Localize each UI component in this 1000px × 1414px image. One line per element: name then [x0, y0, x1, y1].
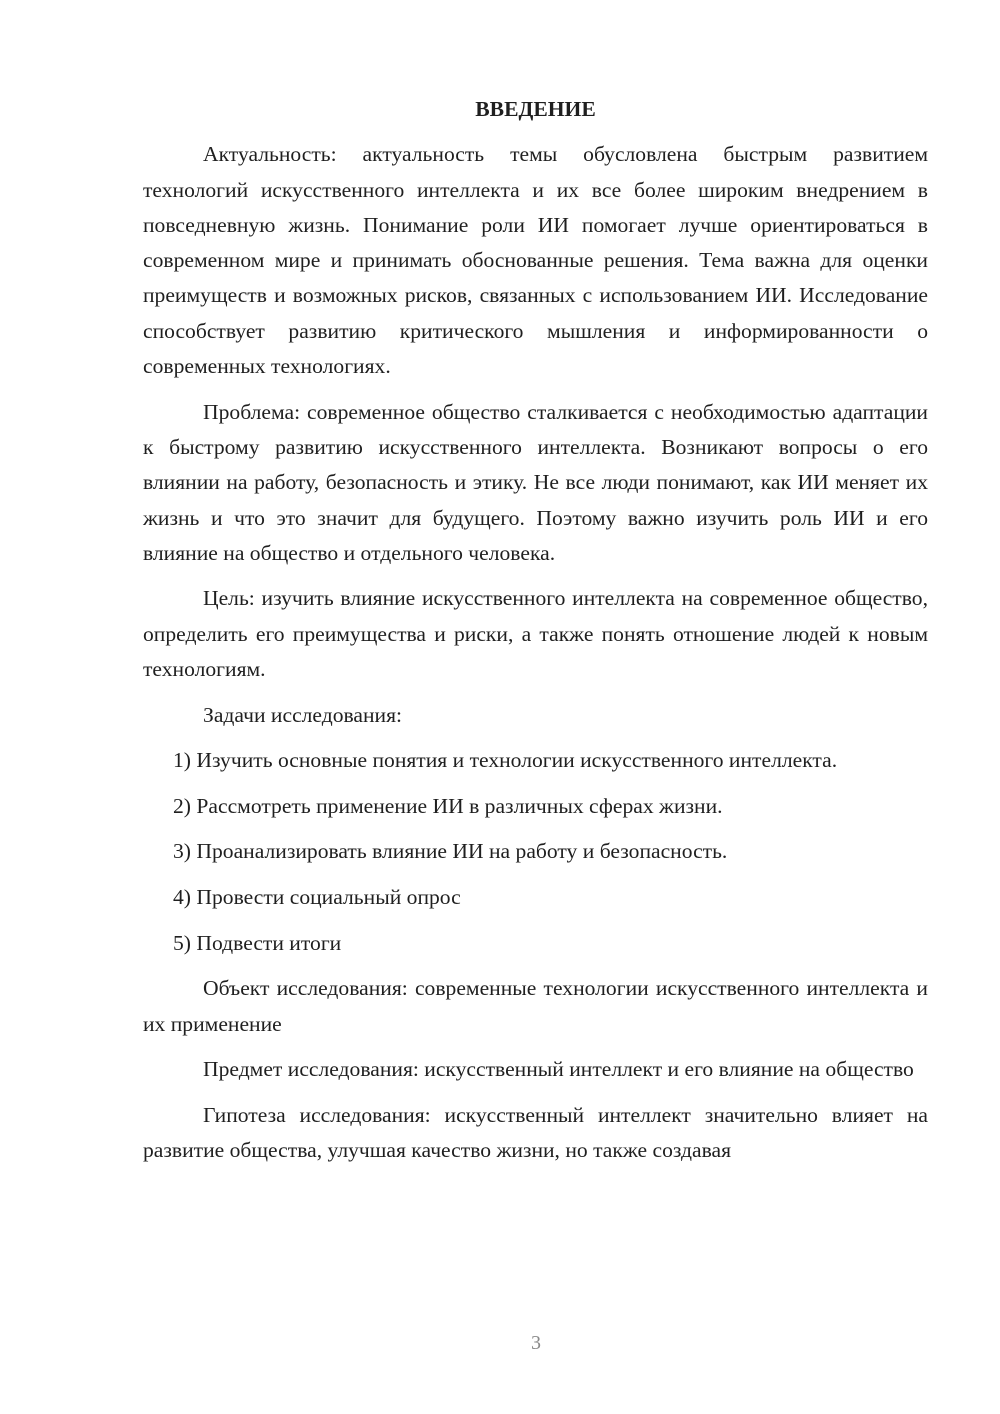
task-item: 5) Подвести итоги	[173, 930, 342, 955]
tasks-list	[143, 743, 928, 961]
object-paragraph: Объект исследования: современные технологии искусственного интеллекта и их применение	[143, 976, 928, 1036]
subject-paragraph: Предмет исследования: искусственный интеллект и его влияние на общество	[203, 1057, 914, 1082]
page-number: 3	[531, 1332, 541, 1354]
relevance-paragraph: Актуальность: актуальность темы обусловлена быстрым развитием технологий искусственного интеллекта и их все более широким внедрением в повседневную жизнь. Понимание роли ИИ помогает лучше ориентироваться в современном мире и принимать обоснованные решения. Тема важна для оценки преимуществ и возможных рисков, связанных с использованием ИИ. Исследование способствует развитию критического мышления и информированности о современных технологиях.	[143, 142, 928, 379]
problem-paragraph: Проблема: современное общество сталкивается с необходимостью адаптации к быстрому развитию искусственного интеллекта. Возникают вопросы о его влиянии на работу, безопасность и этику. Не все люди понимают, как ИИ меняет их жизнь и что это значит для будущего. Поэтому важно изучить роль ИИ и его влияние на общество и отдельного человека.	[143, 399, 928, 565]
document-page	[143, 92, 928, 1168]
tasks-heading: Задачи исследования:	[203, 702, 403, 727]
section-title: ВВЕДЕНИЕ	[475, 97, 596, 121]
hypothesis-paragraph: Гипотеза исследования: искусственный интеллект значительно влияет на развитие общества, улучшая качество жизни, но также создавая	[143, 1102, 928, 1162]
task-item: 4) Провести социальный опрос	[173, 885, 461, 910]
task-item: 2) Рассмотреть применение ИИ в различных сферах жизни.	[173, 793, 723, 818]
task-item: 3) Проанализировать влияние ИИ на работу и безопасность.	[173, 839, 728, 864]
goal-paragraph: Цель: изучить влияние искусственного интеллекта на современное общество, определить его преимущества и риски, а также понять отношение людей к новым технологиям.	[143, 586, 928, 682]
task-item: 1) Изучить основные понятия и технологии искусственного интеллекта.	[173, 748, 838, 773]
